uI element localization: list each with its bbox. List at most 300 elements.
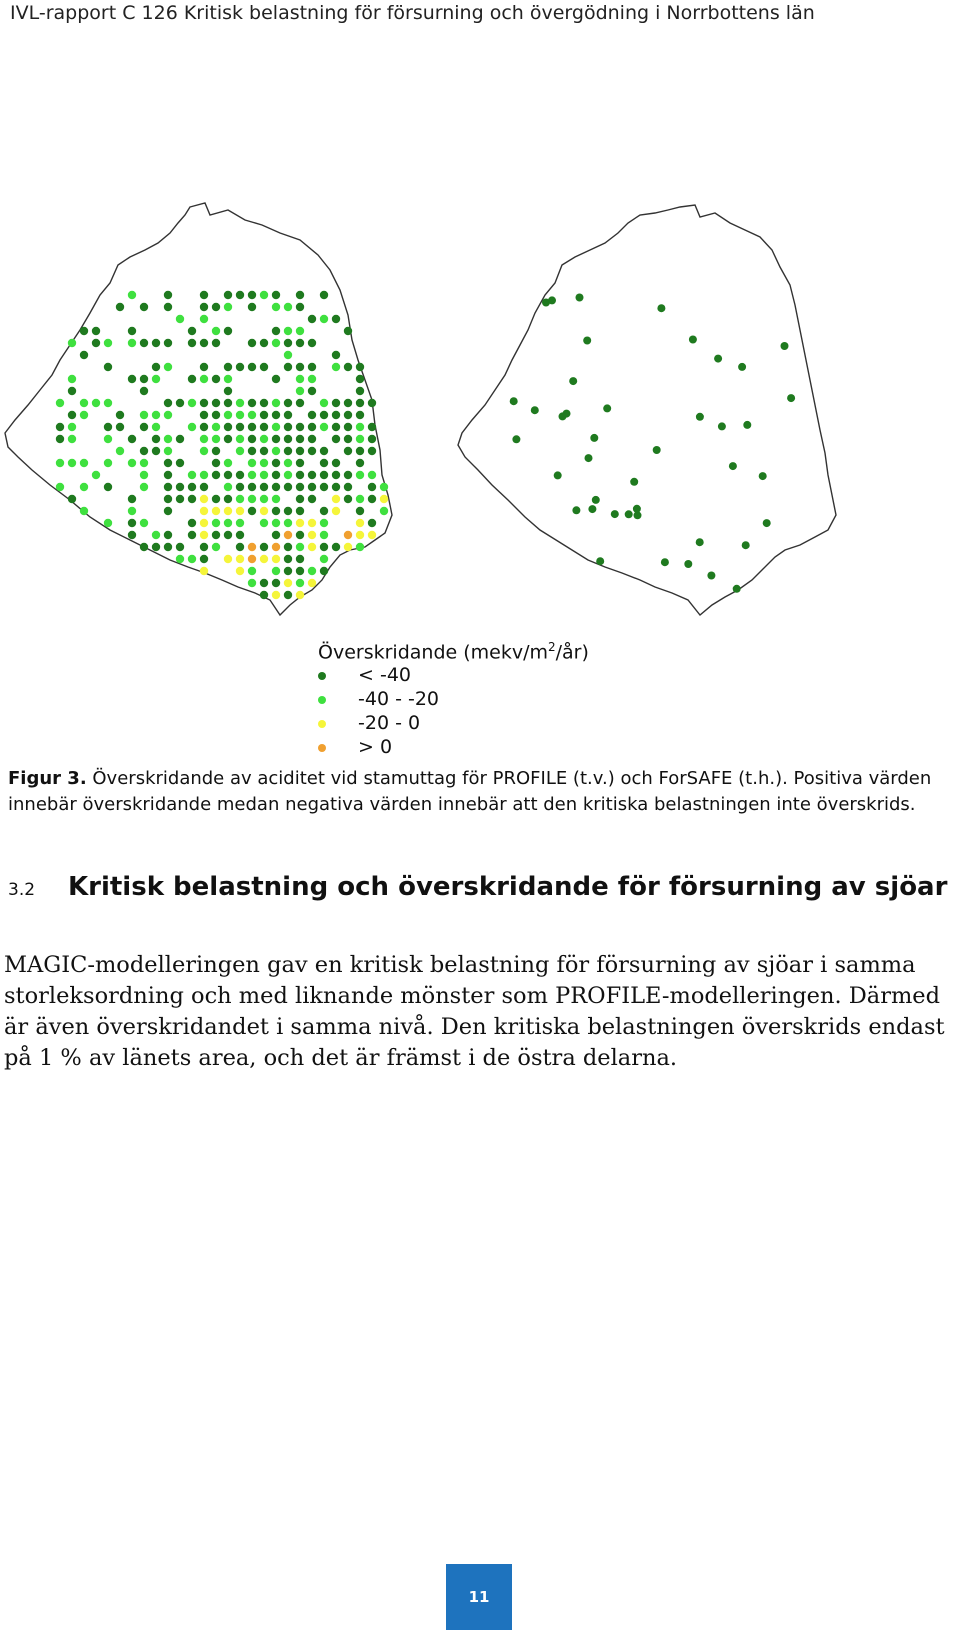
map-point — [759, 472, 767, 480]
map-point — [224, 387, 232, 395]
map-point — [356, 435, 364, 443]
map-point — [356, 399, 364, 407]
map-point — [236, 519, 244, 527]
map-point — [344, 471, 352, 479]
map-point — [320, 411, 328, 419]
map-point — [164, 339, 172, 347]
map-point — [224, 363, 232, 371]
map-point — [248, 495, 256, 503]
map-point — [200, 339, 208, 347]
map-point — [248, 507, 256, 515]
legend-item-lt-minus40: < -40 — [338, 664, 391, 686]
map-point — [344, 435, 352, 443]
map-point — [248, 339, 256, 347]
map-point — [308, 567, 316, 575]
map-point — [188, 531, 196, 539]
map-point — [164, 483, 172, 491]
map-point — [284, 507, 292, 515]
map-point — [320, 483, 328, 491]
legend-item-gt-0: > 0 — [338, 736, 372, 758]
map-point — [188, 375, 196, 383]
map-point — [368, 435, 376, 443]
map-point — [152, 411, 160, 419]
map-point — [80, 507, 88, 515]
map-point — [152, 363, 160, 371]
map-point — [272, 543, 280, 551]
map-point — [188, 399, 196, 407]
map-point — [284, 303, 292, 311]
map-point — [200, 507, 208, 515]
map-point — [320, 555, 328, 563]
map-point — [80, 483, 88, 491]
figure-caption — [8, 766, 953, 818]
map-point — [332, 423, 340, 431]
map-point — [284, 363, 292, 371]
legend-item-minus40-minus20: -40 - -20 — [338, 688, 419, 710]
map-point — [140, 339, 148, 347]
map-point — [152, 423, 160, 431]
map-point — [152, 531, 160, 539]
map-point — [140, 423, 148, 431]
map-point — [510, 397, 518, 405]
map-point — [164, 543, 172, 551]
map-point — [714, 355, 722, 363]
map-point — [176, 483, 184, 491]
map-point — [684, 560, 692, 568]
map-point — [164, 399, 172, 407]
map-point — [380, 495, 388, 503]
map-point — [603, 404, 611, 412]
body-paragraph: MAGIC-modelleringen gav en kritisk belastning för försurning av sjöar i samma storleksordning och med liknande mönster som PROFILE-modelleringen. Därmed är även överskridandet i samma nivå. Den kritiska belastningen överskrids endast på 1 % av länets area, och det är främst i de östra delarna. — [4, 952, 945, 1071]
map-point — [152, 543, 160, 551]
map-point — [763, 519, 771, 527]
map-point — [200, 435, 208, 443]
map-point — [200, 291, 208, 299]
map-point — [212, 303, 220, 311]
map-point — [633, 505, 641, 513]
map-point — [356, 507, 364, 515]
map-point — [200, 399, 208, 407]
map-point — [200, 411, 208, 419]
map-point — [56, 423, 64, 431]
map-point — [236, 399, 244, 407]
caption-label: Figur 3. — [8, 768, 87, 789]
map-point — [284, 447, 292, 455]
map-point — [284, 567, 292, 575]
map-point — [787, 394, 795, 402]
map-point — [272, 435, 280, 443]
map-point — [236, 411, 244, 419]
map-point — [260, 555, 268, 563]
map-point — [296, 471, 304, 479]
map-point — [176, 495, 184, 503]
map-point — [200, 363, 208, 371]
map-point — [188, 495, 196, 503]
map-point — [248, 363, 256, 371]
figure-maps — [0, 195, 960, 760]
map-point — [176, 459, 184, 467]
map-point — [188, 471, 196, 479]
map-point — [368, 471, 376, 479]
map-point — [308, 531, 316, 539]
map-point — [104, 483, 112, 491]
map-point — [344, 543, 352, 551]
map-point — [356, 375, 364, 383]
map-point — [284, 327, 292, 335]
map-point — [272, 411, 280, 419]
map-point — [176, 399, 184, 407]
map-point — [308, 363, 316, 371]
map-point — [296, 591, 304, 599]
map-point — [284, 351, 292, 359]
map-point — [224, 495, 232, 503]
map-point — [308, 471, 316, 479]
map-point — [260, 591, 268, 599]
map-point — [592, 496, 600, 504]
map-point — [200, 519, 208, 527]
map-point — [332, 507, 340, 515]
map-point — [164, 291, 172, 299]
map-point — [140, 375, 148, 383]
map-point — [212, 399, 220, 407]
map-point — [585, 454, 593, 462]
map-point — [212, 423, 220, 431]
map-point — [284, 555, 292, 563]
map-point — [260, 483, 268, 491]
map-point — [296, 399, 304, 407]
map-point — [248, 435, 256, 443]
map-point — [272, 555, 280, 563]
map-point — [260, 519, 268, 527]
map-point — [368, 399, 376, 407]
map-point — [116, 423, 124, 431]
map-point — [344, 531, 352, 539]
exceedance-maps — [0, 195, 960, 760]
map-point — [272, 579, 280, 587]
map-point — [260, 495, 268, 503]
map-point — [296, 519, 304, 527]
map-point — [344, 327, 352, 335]
map-point — [260, 507, 268, 515]
map-point — [576, 294, 584, 302]
map-point — [272, 483, 280, 491]
map-point — [320, 567, 328, 575]
map-point — [308, 447, 316, 455]
map-point — [308, 375, 316, 383]
map-point — [236, 567, 244, 575]
map-point — [104, 423, 112, 431]
map-point — [296, 303, 304, 311]
map-point — [248, 423, 256, 431]
map-point — [742, 541, 750, 549]
map-point — [531, 406, 539, 414]
map-point — [56, 399, 64, 407]
section-number: 3.2 — [8, 880, 36, 900]
map-point — [80, 351, 88, 359]
map-point — [236, 363, 244, 371]
map-point — [152, 447, 160, 455]
map-point — [212, 531, 220, 539]
map-point — [236, 447, 244, 455]
map-point — [284, 435, 292, 443]
map-point — [140, 459, 148, 467]
map-right-outline — [458, 205, 836, 615]
map-point — [332, 483, 340, 491]
map-point — [332, 315, 340, 323]
legend-dot — [318, 672, 326, 680]
section-title: Kritisk belastning och överskridande för försurning av sjöar — [68, 872, 948, 902]
map-point — [308, 519, 316, 527]
map-point — [563, 410, 571, 418]
map-point — [104, 339, 112, 347]
map-point — [284, 579, 292, 587]
map-point — [308, 339, 316, 347]
map-point — [296, 339, 304, 347]
map-point — [272, 531, 280, 539]
map-point — [296, 543, 304, 551]
map-point — [248, 291, 256, 299]
map-point — [68, 375, 76, 383]
map-point — [344, 411, 352, 419]
map-point — [116, 303, 124, 311]
map-point — [164, 531, 172, 539]
map-point — [729, 462, 737, 470]
map-point — [236, 555, 244, 563]
map-point — [512, 435, 520, 443]
map-point — [128, 531, 136, 539]
map-point — [92, 339, 100, 347]
map-point — [224, 519, 232, 527]
map-point — [583, 337, 591, 345]
map-point — [260, 459, 268, 467]
map-point — [212, 519, 220, 527]
legend-dot — [318, 744, 326, 752]
map-point — [308, 579, 316, 587]
map-point — [104, 519, 112, 527]
map-point — [200, 447, 208, 455]
map-point — [260, 435, 268, 443]
map-point — [128, 519, 136, 527]
map-point — [260, 447, 268, 455]
map-point — [356, 495, 364, 503]
map-point — [344, 423, 352, 431]
map-point — [260, 543, 268, 551]
map-point — [296, 531, 304, 539]
legend-dot — [318, 696, 326, 704]
map-point — [236, 291, 244, 299]
map-point — [128, 339, 136, 347]
map-point — [272, 447, 280, 455]
map-point — [657, 304, 665, 312]
map-point — [296, 483, 304, 491]
map-point — [212, 327, 220, 335]
map-point — [308, 387, 316, 395]
map-point — [320, 507, 328, 515]
map-point — [212, 471, 220, 479]
map-point — [284, 471, 292, 479]
map-point — [320, 519, 328, 527]
map-point — [56, 483, 64, 491]
map-point — [68, 339, 76, 347]
map-point — [272, 327, 280, 335]
map-point — [152, 435, 160, 443]
map-point — [212, 339, 220, 347]
map-point — [320, 543, 328, 551]
map-point — [272, 399, 280, 407]
map-point — [236, 435, 244, 443]
body-text — [4, 950, 954, 1074]
map-point — [548, 296, 556, 304]
map-point — [236, 495, 244, 503]
map-point — [296, 375, 304, 383]
map-point — [140, 543, 148, 551]
map-point — [104, 435, 112, 443]
map-point — [260, 363, 268, 371]
map-point — [236, 531, 244, 539]
map-point — [653, 446, 661, 454]
map-point — [296, 459, 304, 467]
map-point — [80, 399, 88, 407]
map-point — [332, 363, 340, 371]
map-point — [630, 478, 638, 486]
map-point — [164, 459, 172, 467]
map-point — [164, 411, 172, 419]
map-point — [224, 507, 232, 515]
map-point — [696, 538, 704, 546]
map-point — [128, 435, 136, 443]
map-point — [332, 543, 340, 551]
map-point — [733, 585, 741, 593]
map-point — [272, 459, 280, 467]
map-point — [224, 375, 232, 383]
caption-text: Överskridande av aciditet vid stamuttag för PROFILE (t.v.) och ForSAFE (t.h.). Positiva värden innebär överskridande medan negativa värden innebär att den kritiska belastningen inte överskrids. — [8, 768, 932, 815]
map-point — [296, 435, 304, 443]
map-point — [68, 387, 76, 395]
map-point — [272, 591, 280, 599]
map-point — [104, 459, 112, 467]
map-point — [284, 531, 292, 539]
map-point — [320, 315, 328, 323]
map-point — [320, 399, 328, 407]
map-point — [116, 447, 124, 455]
map-point — [212, 543, 220, 551]
map-point — [344, 495, 352, 503]
map-right-points — [510, 294, 795, 593]
map-point — [296, 291, 304, 299]
map-point — [140, 483, 148, 491]
map-point — [140, 411, 148, 419]
map-point — [611, 510, 619, 518]
map-point — [284, 459, 292, 467]
map-point — [368, 423, 376, 431]
map-point — [344, 399, 352, 407]
map-point — [188, 423, 196, 431]
map-point — [80, 327, 88, 335]
map-point — [56, 435, 64, 443]
map-point — [272, 495, 280, 503]
map-point — [212, 435, 220, 443]
map-point — [152, 375, 160, 383]
map-point — [188, 327, 196, 335]
map-point — [356, 363, 364, 371]
map-point — [80, 411, 88, 419]
map-point — [356, 447, 364, 455]
map-point — [188, 519, 196, 527]
map-point — [248, 567, 256, 575]
map-point — [272, 303, 280, 311]
map-point — [200, 315, 208, 323]
map-point — [696, 413, 704, 421]
map-point — [128, 459, 136, 467]
map-point — [569, 377, 577, 385]
map-point — [272, 471, 280, 479]
map-point — [284, 543, 292, 551]
map-point — [200, 495, 208, 503]
map-point — [164, 471, 172, 479]
map-point — [140, 387, 148, 395]
map-point — [332, 495, 340, 503]
map-point — [356, 423, 364, 431]
map-point — [224, 291, 232, 299]
map-point — [128, 495, 136, 503]
map-point — [200, 531, 208, 539]
map-point — [200, 483, 208, 491]
map-point — [104, 399, 112, 407]
map-point — [68, 423, 76, 431]
legend-item-minus20-0: -20 - 0 — [338, 712, 400, 734]
map-point — [92, 399, 100, 407]
map-point — [224, 411, 232, 419]
map-point — [176, 435, 184, 443]
map-point — [200, 375, 208, 383]
legend-dot — [318, 720, 326, 728]
map-point — [236, 423, 244, 431]
map-point — [380, 507, 388, 515]
map-point — [128, 327, 136, 335]
map-point — [260, 339, 268, 347]
map-point — [590, 434, 598, 442]
map-point — [260, 399, 268, 407]
map-point — [284, 591, 292, 599]
map-point — [296, 423, 304, 431]
map-point — [260, 411, 268, 419]
map-point — [272, 507, 280, 515]
map-point — [164, 495, 172, 503]
map-point — [224, 399, 232, 407]
map-point — [332, 459, 340, 467]
map-point — [284, 483, 292, 491]
map-left-outline — [5, 203, 392, 615]
map-point — [68, 435, 76, 443]
map-point — [332, 351, 340, 359]
section-heading — [8, 872, 948, 902]
map-point — [248, 483, 256, 491]
map-point — [368, 483, 376, 491]
map-point — [212, 411, 220, 419]
map-point — [296, 363, 304, 371]
map-point — [200, 303, 208, 311]
map-point — [743, 421, 751, 429]
map-point — [661, 558, 669, 566]
map-point — [68, 411, 76, 419]
map-point — [248, 399, 256, 407]
map-point — [368, 531, 376, 539]
map-point — [68, 495, 76, 503]
map-point — [320, 423, 328, 431]
map-point — [188, 339, 196, 347]
map-point — [308, 435, 316, 443]
map-point — [308, 543, 316, 551]
